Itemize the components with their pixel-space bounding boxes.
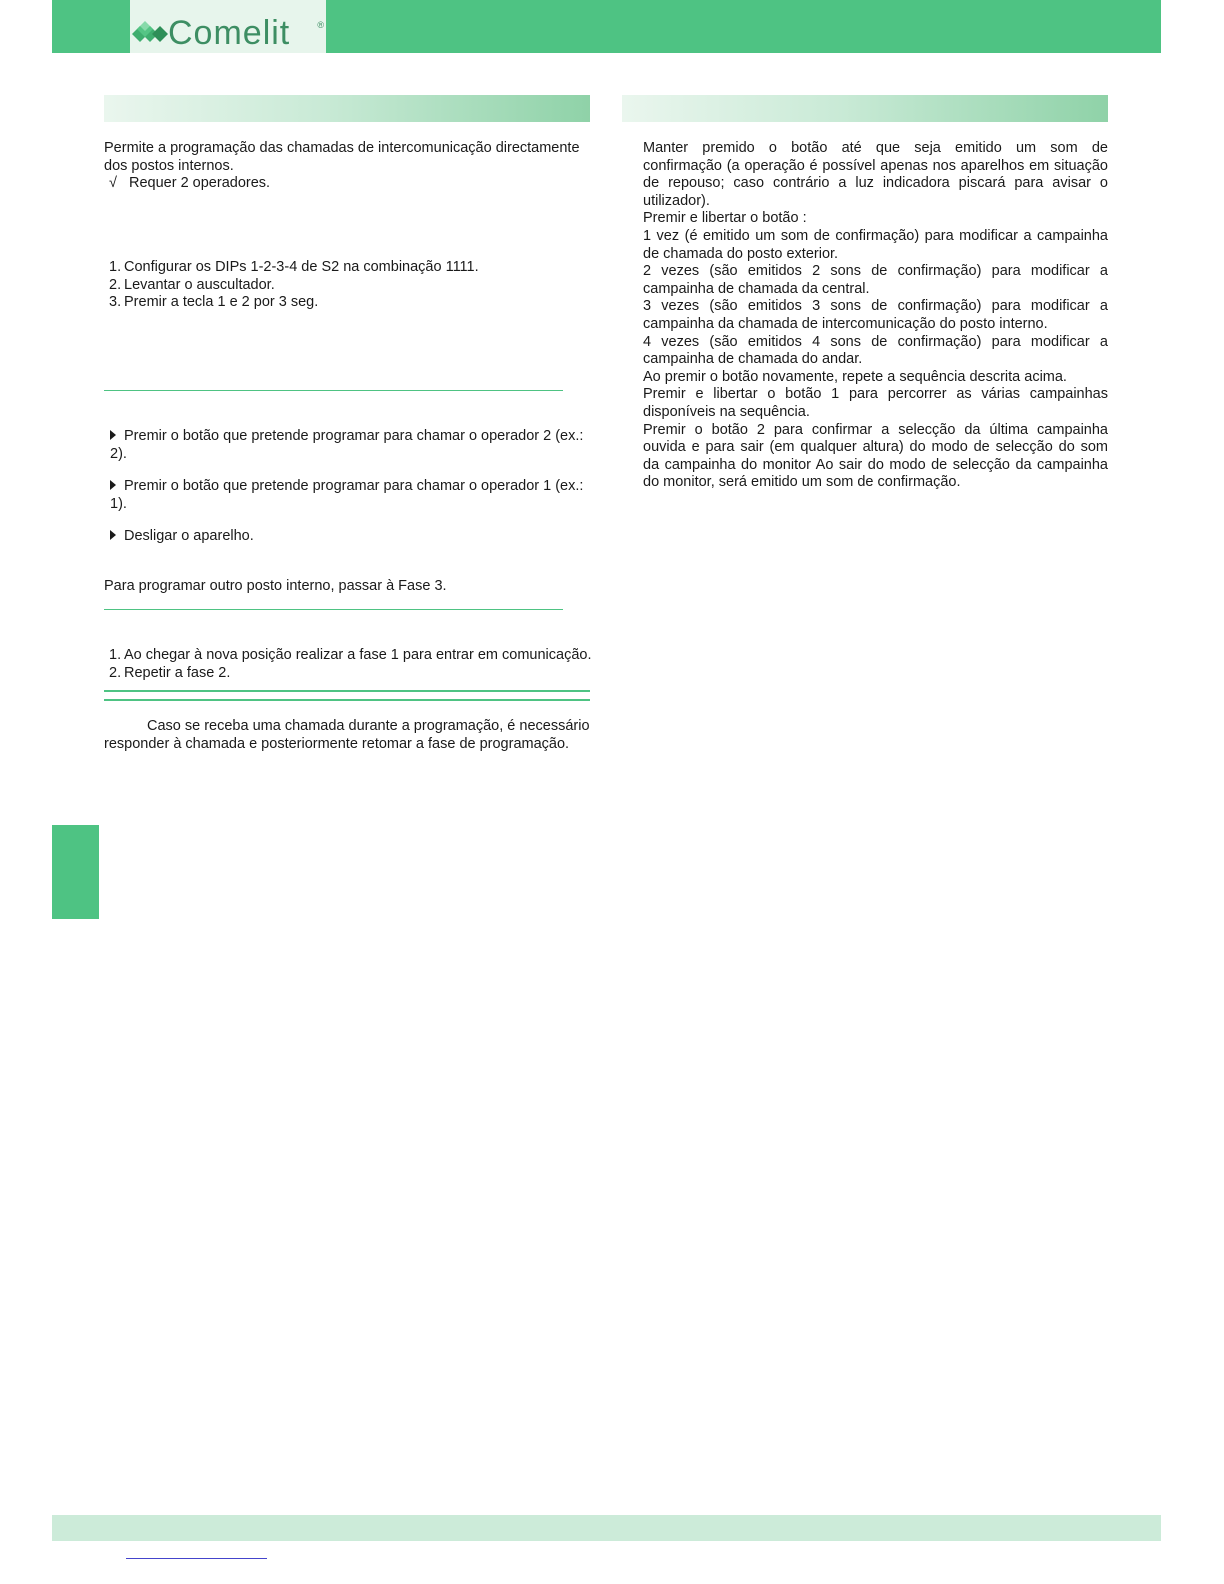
requirement-line — [104, 175, 592, 193]
checkmark-icon: √ — [109, 175, 117, 191]
text-line: Ao premir o botão novamente, repete a sequência descrita acima. — [643, 368, 1067, 385]
logo-mark-icon — [132, 20, 168, 48]
text-line: de repouso; caso contrário a luz indicadora piscará para avisar o — [643, 175, 1108, 192]
left-section-header — [104, 95, 590, 122]
list-item: 1. Configurar os DIPs 1-2-3-4 de S2 na combinação 1111. — [109, 259, 479, 275]
text-line: campainha da chamada de intercomunicação do posto interno. — [643, 315, 1048, 332]
registered-mark: ® — [317, 20, 324, 30]
list-item: 2. Levantar o auscultador. — [109, 276, 275, 293]
text-line: ouvida e para sair (em qualquer altura) do modo de selecção do som — [643, 439, 1108, 456]
intro-line-1: Permite a programação das chamadas de intercomunicação directamente — [104, 140, 580, 156]
text-line: Premir e libertar o botão : — [643, 210, 807, 227]
note-line-1: Caso se receba uma chamada durante a programação, é necessário — [147, 718, 590, 734]
text-line: campainha de chamada da central. — [643, 280, 870, 297]
arrow-item-2: Premir o botão que pretende programar para chamar o operador 1 (ex.: 1). — [110, 478, 584, 512]
text-line: 4 vezes (são emitidos 4 sons de confirmação) para modificar a — [643, 333, 1108, 350]
footer-rule — [126, 1558, 267, 1559]
right-column — [643, 140, 1108, 492]
side-section-tab — [52, 825, 99, 919]
text-line: utilizador). — [643, 192, 710, 209]
right-section-header — [622, 95, 1108, 122]
phase1-steps — [104, 259, 592, 312]
list-item: 2. Repetir a fase 2. — [109, 664, 231, 681]
list-item: 3. Premir a tecla 1 e 2 por 3 seg. — [109, 294, 319, 311]
divider — [104, 609, 563, 610]
comelit-logo — [130, 0, 326, 53]
triangle-bullet-icon — [110, 430, 116, 440]
list-item: 1. Ao chegar à nova posição realizar a fase 1 para entrar em comunicação. — [109, 647, 592, 663]
text-line: do monitor, será emitido um som de confirmação. — [643, 474, 961, 491]
text-line: da campainha do monitor Ao sair do modo de selecção da campainha — [643, 456, 1108, 473]
divider — [104, 390, 563, 391]
triangle-bullet-icon — [110, 480, 116, 490]
text-line: de chamada do posto exterior. — [643, 245, 839, 262]
note-line-2: responder à chamada e posteriormente retomar a fase de programação. — [104, 735, 570, 752]
text-line: disponíveis na sequência. — [643, 403, 810, 420]
next-station-text: Para programar outro posto interno, passar à Fase 3. — [104, 578, 447, 594]
phase3-steps — [104, 647, 592, 682]
requirement-text: Requer 2 operadores. — [129, 175, 271, 191]
left-column — [104, 140, 592, 760]
logo-wordmark: Comelit — [168, 14, 291, 52]
text-line: Premir e libertar o botão 1 para percorrer as várias campainhas — [643, 386, 1108, 403]
note-rule-top — [104, 690, 590, 692]
text-line: campainha de chamada do andar. — [643, 351, 863, 368]
text-line: confirmação (a operação é possível apenas nos aparelhos em situação — [643, 157, 1108, 174]
intro-line-2: dos postos internos. — [104, 157, 234, 174]
text-line: 2 vezes (são emitidos 2 sons de confirmação) para modificar a — [643, 263, 1108, 280]
note-rule-bottom — [104, 699, 590, 701]
arrow-item-3: Desligar o aparelho. — [104, 528, 598, 546]
triangle-bullet-icon — [110, 530, 116, 540]
text-line: 3 vezes (são emitidos 3 sons de confirmação) para modificar a — [643, 298, 1108, 315]
text-line: Manter premido o botão até que seja emitido um som de — [643, 140, 1108, 156]
arrow-item-1: Premir o botão que pretende programar para chamar o operador 2 (ex.: 2). — [110, 428, 584, 462]
footer-bar — [52, 1515, 1161, 1541]
text-line: 1 vez (é emitido um som de confirmação) para modificar a campainha — [643, 227, 1108, 244]
text-line: Premir o botão 2 para confirmar a selecção da última campainha — [643, 421, 1108, 438]
